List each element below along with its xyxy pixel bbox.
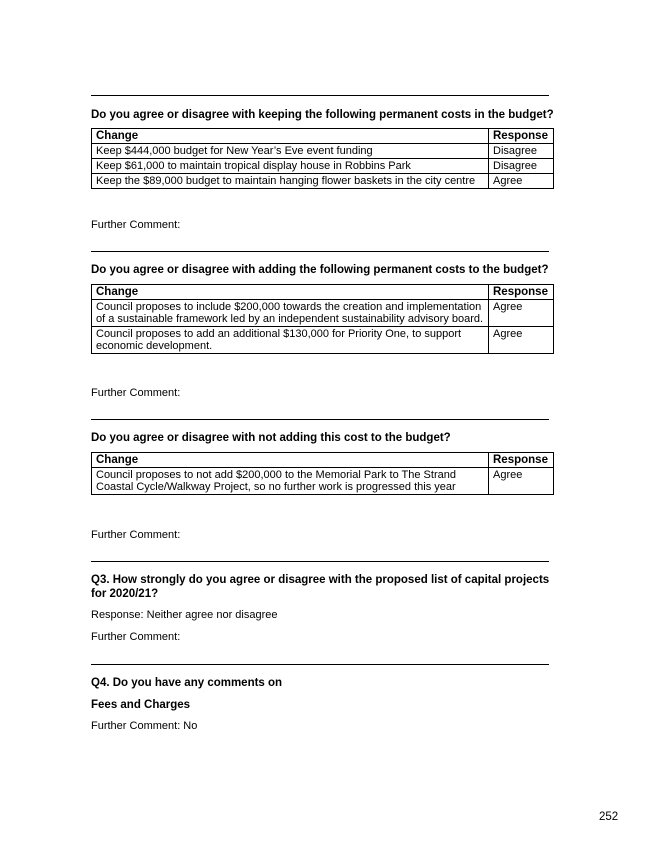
table-header-row xyxy=(92,285,554,300)
response-cell: Agree xyxy=(489,468,554,495)
section1-question: Do you agree or disagree with keeping the following permanent costs in the budget? xyxy=(91,109,554,121)
change-cell: Council proposes to add an additional $130,000 for Priority One, to support economic development. xyxy=(92,327,489,354)
header-change: Change xyxy=(92,285,489,300)
table-row xyxy=(92,468,554,495)
table-row xyxy=(92,174,554,189)
header-change: Change xyxy=(92,453,489,468)
section3-table xyxy=(91,452,554,495)
response-cell: Agree xyxy=(489,174,554,189)
response-cell: Agree xyxy=(489,327,554,354)
table-header-row xyxy=(92,129,554,144)
response-cell: Disagree xyxy=(489,159,554,174)
table-row xyxy=(92,159,554,174)
q4-question: Q4. Do you have any comments on xyxy=(91,677,283,689)
further-comment: Further Comment: No xyxy=(91,720,198,732)
change-cell: Keep $444,000 budget for New Year’s Eve event funding xyxy=(92,144,489,159)
table-row xyxy=(92,327,554,354)
response-cell: Agree xyxy=(489,300,554,327)
further-comment: Further Comment: xyxy=(91,219,181,231)
section2-table xyxy=(91,284,554,354)
divider xyxy=(91,251,549,252)
change-cell: Keep $61,000 to maintain tropical display house in Robbins Park xyxy=(92,159,489,174)
header-response: Response xyxy=(489,453,554,468)
further-comment: Further Comment: xyxy=(91,631,181,643)
further-comment: Further Comment: xyxy=(91,529,181,541)
table-row xyxy=(92,300,554,327)
response-cell: Disagree xyxy=(489,144,554,159)
further-comment: Further Comment: xyxy=(91,387,181,399)
divider xyxy=(91,419,549,420)
header-response: Response xyxy=(489,129,554,144)
change-cell: Council proposes to not add $200,000 to the Memorial Park to The Strand Coastal Cycle/Walkway Project, so no further work is progressed this year xyxy=(92,468,489,495)
section3-question: Do you agree or disagree with not adding this cost to the budget? xyxy=(91,432,451,444)
header-change: Change xyxy=(92,129,489,144)
section2-question: Do you agree or disagree with adding the following permanent costs to the budget? xyxy=(91,264,549,276)
section1-table xyxy=(91,128,554,189)
change-cell: Keep the $89,000 budget to maintain hanging flower baskets in the city centre xyxy=(92,174,489,189)
divider xyxy=(91,95,549,96)
table-header-row xyxy=(92,453,554,468)
q3-response: Response: Neither agree nor disagree xyxy=(91,609,278,621)
divider xyxy=(91,664,549,665)
divider xyxy=(91,561,549,562)
page-number: 252 xyxy=(599,811,619,823)
table-row xyxy=(92,144,554,159)
q3-question: Q3. How strongly do you agree or disagree with the proposed list of capital projects for 2020/21? xyxy=(91,574,550,600)
q4-subheading: Fees and Charges xyxy=(91,699,191,711)
header-response: Response xyxy=(489,285,554,300)
change-cell: Council proposes to include $200,000 towards the creation and implementation of a sustainable framework led by an independent sustainability advisory board. xyxy=(92,300,489,327)
